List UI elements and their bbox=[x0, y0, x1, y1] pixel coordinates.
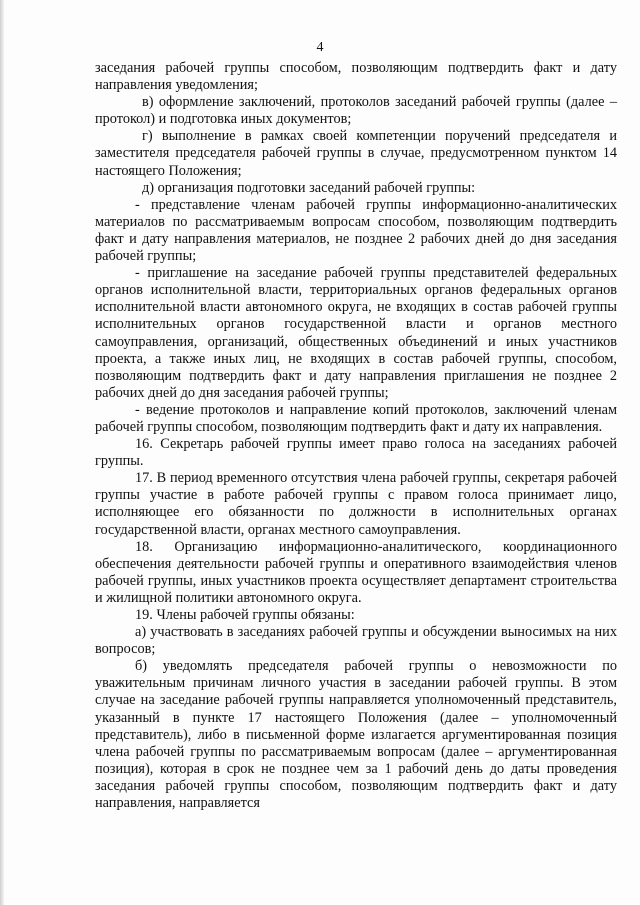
paragraph-item-d: д) организация подготовки заседаний рабочей группы: bbox=[142, 179, 476, 196]
paragraph-continuation: заседания рабочей группы способом, позволяющим подтвердить факт и дату направления уведомления; bbox=[95, 60, 617, 94]
paragraph-17: 17. В период временного отсутствия члена рабочей группы, секретаря рабочей группы участие в работе рабочей группы с правом голоса принимает лицо, исполняющее его обязанности по должности в исполнительных органах государственной власти, органах местного самоуправления. bbox=[95, 470, 617, 538]
paragraph-16: 16. Секретарь рабочей группы имеет право голоса на заседаниях рабочей группы. bbox=[95, 436, 617, 470]
paragraph-item-g: г) выполнение в рамках своей компетенции поручений председателя и заместителя председателя рабочей группы в случае, предусмотренном пунктом 14 настоящего Положения; bbox=[95, 128, 617, 179]
document-body bbox=[95, 60, 617, 812]
paragraph-19: 19. Члены рабочей группы обязаны: bbox=[135, 607, 355, 623]
paragraph-18: 18. Организацию информационно-аналитического, координационного обеспечения деятельности рабочей группы и оперативного взаимодействия членов рабочей группы, иных участников проекта осуществляет департамент строительства и жилищной политики автономного округа. bbox=[95, 538, 617, 606]
paragraph-19-a: а) участвовать в заседаниях рабочей группы и обсуждении выносимых на них вопросов; bbox=[95, 624, 617, 658]
paragraph-dash-1: - представление членам рабочей группы информационно-аналитических материалов по рассматриваемым вопросам способом, позволяющим подтвердить факт и дату направления материалов, не позднее 2 рабочих дней до дня заседания рабочей группы; bbox=[95, 196, 617, 265]
paragraph-dash-2: - приглашение на заседание рабочей группы представителей федеральных органов исполнительной власти, территориальных органов федеральных органов исполнительной власти автономного округа, не входящих в состав рабочей группы исполнительных органов государственной власти и органов местного самоуправления, организаций, общественных объединений и иных участников проекта, а также иных лиц, не входящих в состав рабочей группы, способом, позволяющим подтвердить факт и дату направления приглашения не позднее 2 рабочих дней до дня заседания рабочей группы; bbox=[95, 265, 617, 401]
paragraph-19-b: б) уведомлять председателя рабочей группы о невозможности по уважительным причинам личного участия в заседании рабочей группы. В этом случае на заседание рабочей группы направляется уполномоченный представитель, указанный в пункте 17 настоящего Положения (далее – уполномоченный представитель), либо в письменной форме излагается аргументированная позиция члена рабочей группы по рассматриваемым вопросам (далее – аргументированная позиция), которая в срок не позднее чем за 1 рабочий день до даты проведения заседания рабочей группы способом, позволяющим подтвердить факт и дату направления, направляется bbox=[95, 658, 617, 812]
paragraph-dash-3: - ведение протоколов и направление копий протоколов, заключений членам рабочей группы способом, позволяющим подтвердить факт и дату их направления. bbox=[95, 401, 617, 435]
paragraph-item-v: в) оформление заключений, протоколов заседаний рабочей группы (далее – протокол) и подготовка иных документов; bbox=[95, 94, 617, 128]
scan-edge bbox=[0, 0, 4, 905]
page-number: 4 bbox=[316, 40, 324, 55]
